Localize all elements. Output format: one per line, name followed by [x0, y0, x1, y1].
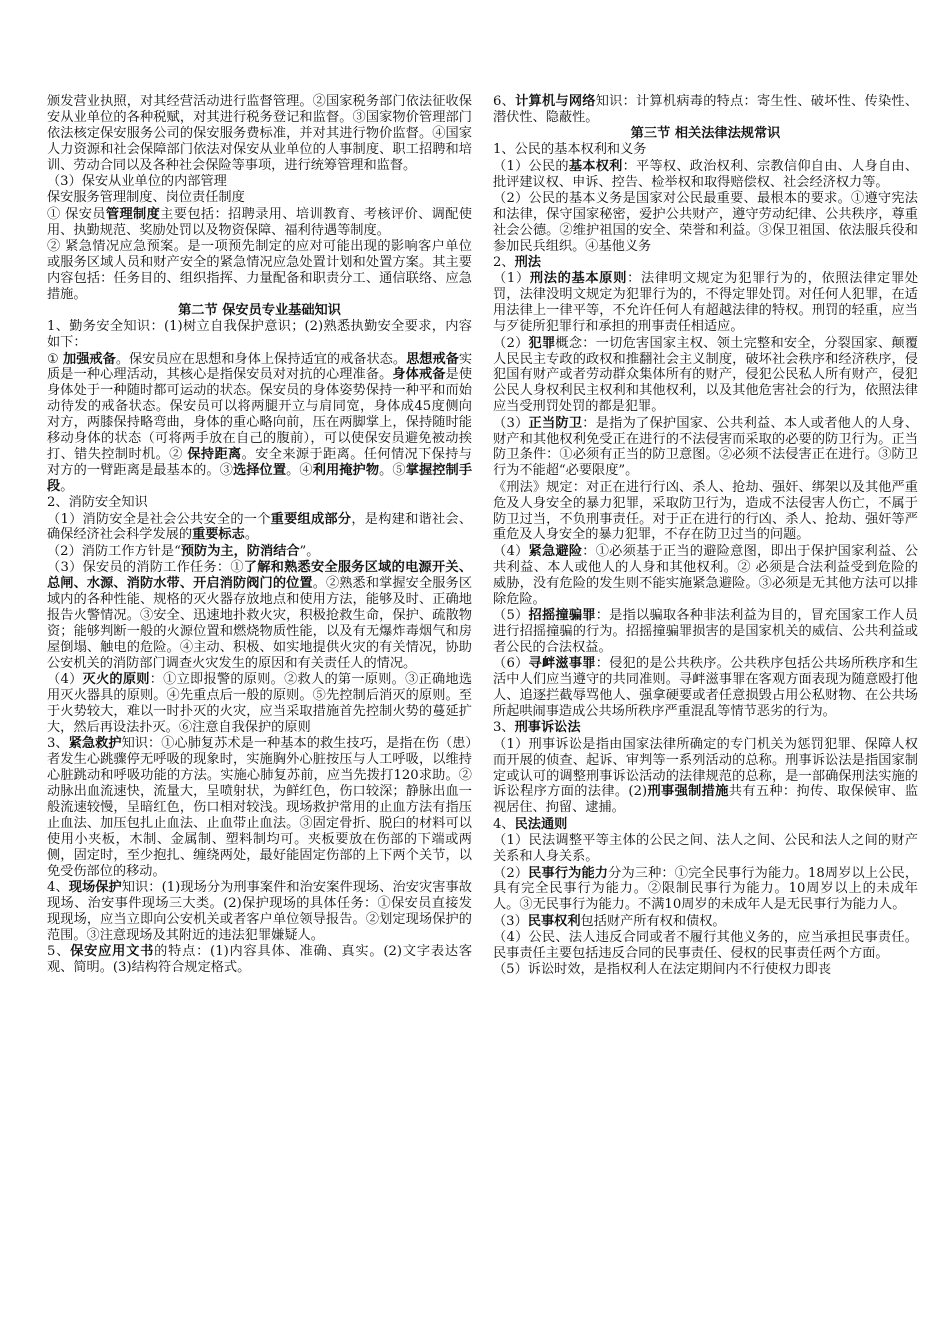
paragraph: [493, 833, 918, 865]
bold-term: 寻衅滋事罪: [528, 656, 596, 672]
text-run: 颁发营业执照，对其经营活动进行监督管理。②国家税务部门依法征收保安从业单位的各种税赋，对其进行税务登记和监督。③国家物价管理部门依法核定保安服务公司的保安服务费标准，并对其进行物价监督。④国家人力资源和社会保障部门依法对保安从业单位的人事制度、职工招聘和培训、劳动合同以及各种社会保险等事项，进行统筹管理和监督。: [47, 94, 472, 173]
bold-term: 管理制度: [105, 206, 161, 222]
paragraph: [47, 94, 472, 174]
paragraph: [493, 255, 918, 271]
text-run: （6）: [493, 656, 529, 672]
text-run: （2）消防工作方针是“: [47, 543, 181, 559]
bold-term: 计算机与网络: [515, 94, 596, 109]
text-run: ：①立即报警的原则。②救人的第一原则。③正确地选用灭火器具的原则。④先重点后一般的原则。⑤先控制后消灭的原则。至于火势较大，难以一时扑灭的火灾，应当采取措施首先控制火势的蔓延扩大，然后再设法扑灭。⑥注意自我保护的原则: [47, 672, 473, 735]
bold-term: 了解和熟悉安全服务区域的电源开关、总闸、水源、消防水带、开启消防阀门的位置: [47, 560, 473, 592]
bold-term: 选择位置: [232, 462, 287, 478]
text-run: 1、勤务安全知识：(1)树立自我保护意识；(2)熟悉执勤安全要求，内容如下：: [47, 319, 472, 351]
section-heading: [47, 303, 472, 319]
bold-term: 紧急避险: [528, 543, 583, 559]
text-run: ：法律明文规定为犯罪行为的，依照法律定罪处罚，法律没明文规定为犯罪行为的，不得定罪处罚。对任何人犯罪，在适用法律上一律平等，不允许任何人有超越法律的特权。刑罚的轻重，应当与歹徒所犯罪行和承担的刑事责任相适应。: [493, 271, 919, 335]
bold-term: 民事行为能力: [528, 865, 609, 881]
text-run: 概念：一切危害国家主权、领土完整和安全，分裂国家、颠覆人民民主专政的政权和推翻社会主义制度，破坏社会秩序和经济秩序，侵犯国有财产或者劳动群众集体所有的财产，侵犯公民私人所有财产，侵犯公民人身权利民主权利和其他权利，以及其他危害社会的行为，依照法律应当受刑罚处罚的都是犯罪。: [493, 335, 919, 415]
paragraph: [493, 720, 918, 736]
paragraph: [47, 512, 472, 544]
text-run: 包括财产所有权和债权。: [580, 913, 726, 929]
text-run: （4）公民、法人违反合同或者不履行其他义务的，应当承担民事责任。民事责任主要包括违反合同的民事责任、侵权的民事责任两个方面。: [493, 930, 918, 962]
paragraph: [47, 672, 472, 736]
paragraph: [493, 930, 918, 962]
paragraph: [493, 656, 918, 720]
paragraph: [493, 271, 918, 335]
text-run: 保安服务管理制度、岗位责任制度: [47, 190, 245, 206]
paragraph: [47, 544, 472, 560]
text-run: 知识：①心肺复苏术是一种基本的救生技巧，是指在伤（患）者发生心跳骤停无呼吸的现象时，实施胸外心脏按压与人工呼吸，以维持心脏跳动和呼吸功能的方法。实施心肺复苏前，应当先拨打120求助。②动脉出血流速快，流量大，呈喷射状，为鲜红色，伤口较深；静脉出血一般流速较慢，呈暗红色，伤口相对较浅。现场救护常用的止血方法有指压止血法、加压包扎止血法、止血带止血法。③固定骨折、脱臼的材料可以使用小夹板，木制、金属制、塑料制均可。夹板要放在伤部的下端或两侧，固定时，至少抱扎、缠绕两处，最好能固定伤部的上下两个关节，以免受伤部位的移动。: [47, 736, 473, 879]
text-run: 《刑法》规定：对正在进行行凶、杀人、抢劫、强奸、绑架以及其他严重危及人身安全的暴力犯罪，采取防卫行为，造成不法侵害人伤亡，不属于防卫过当，不负刑事责任。对于正在进行的行凶、杀人、抢劫、强奸等严重危及人身安全的暴力犯罪，不存在防卫过当的问题。: [493, 479, 918, 543]
bold-term: 灭火的原则: [82, 672, 150, 688]
text-run: （5）: [493, 608, 529, 623]
paragraph: [47, 207, 472, 239]
paragraph: [47, 352, 472, 495]
paragraph: [47, 239, 472, 303]
bold-term: 掌握控制手段: [47, 462, 473, 494]
left-column: [47, 94, 472, 976]
text-run: 4、: [493, 816, 515, 832]
text-run: 的特点：(1)内容具体、准确、真实。(2)文字表达客观、简明。(3)结构符合规定格式。: [47, 944, 473, 975]
bold-term: 刑法的基本原则: [529, 271, 628, 287]
text-run: （3）: [493, 913, 528, 929]
paragraph: [47, 736, 472, 879]
text-run: 3、: [493, 720, 515, 736]
paragraph: [493, 962, 918, 978]
paragraph: [493, 336, 918, 416]
bold-term: 身体戒备: [392, 367, 446, 383]
paragraph: [47, 560, 472, 671]
text-run: （3）保安从业单位的内部管理: [47, 174, 227, 190]
text-run: 共有五种：拘传、取保候审、监视居住、拘留、逮捕。: [493, 784, 919, 816]
bold-term: 民法通则: [514, 816, 568, 832]
paragraph: [493, 416, 918, 480]
bold-term: 刑事诉讼法: [514, 720, 581, 736]
bold-term: 民事权利: [527, 913, 581, 929]
text-run: ”。: [299, 543, 320, 559]
bold-term: 正当防卫: [528, 415, 583, 431]
text-run: （2）: [493, 335, 529, 351]
text-run: 分为三种：①完全民事行为能力。18周岁以上公民，具有完全民事行为能力。②限制民事行为能力。10周岁以上的未成年人。③无民事行为能力。不满10周岁的未成年人是无民事行为能力人。: [493, 865, 919, 913]
bold-term: 基本权利: [568, 158, 623, 174]
text-run: 。⑤: [379, 462, 406, 478]
text-run: 。④: [286, 462, 313, 478]
text-run: 主要包括：招聘录用、培训教育、考核评价、调配使用、执勤规范、奖励处罚以及物资保障、福利待遇等制度。: [47, 206, 472, 238]
text-run: 2、消防安全知识: [47, 495, 148, 511]
text-run: 2、: [493, 255, 515, 271]
paragraph: [493, 159, 918, 191]
bold-term: 保持距离: [187, 446, 242, 462]
text-run: （4）: [47, 672, 83, 688]
text-run: （3）: [493, 415, 529, 431]
text-run: 。②熟悉和掌握安全服务区域内的各种性能、规格的灭火器存放地点和使用方法，能够及时、正确地报告火警情况。③安全、迅速地扑救火灾，积极抢救生命，保护、疏散物资；能够判断一般的火源位置和燃烧物质性能，以及有无爆炸毒烟气和房屋倒塌、触电的危险。④主动、积极、如实地提供火灾的有关情况，协助公安机关的消防部门调查火灾发生的原因和有关责任人的情况。: [47, 576, 473, 671]
text-run: ：是指为了保护国家、公共利益、本人或者他人的人身、财产和其他权利免受正在进行的不法侵害而采取的必要的防卫行为。正当防卫条件：①必须有正当的防卫意图。②必须不法侵害正在进行。③防卫行为不能超“必要限度”。: [493, 415, 919, 479]
paragraph: [493, 817, 918, 833]
text-run: ：是指以骗取各种非法利益为目的，冒充国家工作人员进行招摇撞骗的行为。招摇撞骗罪损害的是国家机关的威信、公共利益或者公民的合法权益。: [493, 608, 919, 655]
text-run: （1）刑事诉讼是指由国家法律所确定的专门机关为惩罚犯罪、保障人权而开展的侦查、起诉、审判等一系列活动的总称。刑事诉讼法是指国家制定或认可的调整刑事诉讼活动的法律规范的总称，是一部确保刑法实施的诉讼程序方面的法律。(2): [493, 736, 918, 800]
paragraph: [493, 480, 918, 544]
paragraph: [47, 944, 472, 976]
bold-term: 犯罪: [528, 335, 556, 351]
text-run: 5、: [47, 944, 71, 960]
bold-term: 重要标志: [192, 527, 245, 543]
bold-term: 重要组成部分: [270, 511, 352, 527]
bold-term: 加强戒备: [63, 351, 116, 367]
paragraph: [493, 866, 918, 914]
text-run: （1）民法调整平等主体的公民之间、法人之间、公民和法人之间的财产关系和人身关系。: [493, 833, 918, 865]
text-run: （3）保安员的消防工作任务：①: [47, 560, 244, 576]
text-run: ② 紧急情况应急预案。是一项预先制定的应对可能出现的影响客户单位或服务区域人员和财产安全的紧急情况应急处置计划和处置方案。其主要内容包括：任务目的、组织指挥、力量配备和职责分工、通信联络、应急措施。: [47, 239, 472, 302]
paragraph: [47, 174, 472, 190]
text-run: ：①必须基于正当的避险意图，即出于保护国家利益、公共利益、本人或他人的人身和其他权利。② 必须是合法利益受到危险的威胁，没有危险的发生则不能实施紧急避险。③必须是无其他方法可以排除危险。: [493, 543, 919, 607]
text-run: 。安全来源于距离。任何情况下保持与对方的一臂距离是最基本的。③: [47, 446, 472, 478]
text-run: （1）消防安全是社会公共安全的一个: [47, 511, 271, 527]
text-run: 4、: [47, 879, 69, 895]
paragraph: [493, 544, 918, 608]
paragraph: [493, 94, 918, 126]
text-run: （1）公民的: [493, 158, 569, 174]
bold-term: 思想戒备: [406, 351, 459, 367]
text-run: 知识：计算机病毒的特点：寄生性、破坏性、传染性、潜伏性、隐蔽性。: [493, 94, 919, 125]
paragraph: [493, 914, 918, 930]
text-run: ：平等权、政治权利、宗教信仰自由、人身自由、批评建议权、申诉、控告、检举权和取得赔偿权、社会经济权力等。: [493, 158, 919, 190]
text-run: 第三节 相关法律法规常识: [630, 126, 781, 142]
text-run: （5）诉讼时效，是指权利人在法定期间内不行使权力即丧: [493, 962, 832, 978]
paragraph: [493, 142, 918, 158]
bold-term: 刑法: [514, 255, 541, 271]
paragraph: [493, 608, 918, 656]
text-run: 是使身体处于一种随时都可运动的状态。保安员的身体姿势保持一种平和而始动待发的戒备状态。保安员可以将两腿开立与肩同宽，身体成45度侧向对方，两膝保持略弯曲，身体的重心略向前，压在两脚掌上，保持随时能移动身体的状态（可将两手放在自己的腹前），可以使保安员避免被动挨打、错失控制时机。②: [47, 367, 473, 462]
bold-term: 保安应用文书: [70, 944, 155, 960]
bold-term: 紧急救护: [68, 736, 122, 752]
text-run: 实质是一种心理活动，其核心是指保安员对对抗的心理准备。: [47, 351, 473, 383]
text-run: 。: [244, 527, 258, 543]
text-run: （1）: [493, 271, 530, 287]
text-run: （2）公民的基本义务是国家对公民最重要、最根本的要求。①遵守宪法和法律，保守国家秘密，爱护公共财产，遵守劳动纪律、公共秩序，尊重社会公德。②维护祖国的安全、荣誉和利益。③保卫祖国、依法服兵役和参加民兵组织。④基他义务: [493, 190, 918, 254]
text-run: 。保安员应在思想和身体上保持适宜的戒备状态。: [115, 351, 407, 367]
text-run: ① 保安员: [47, 206, 106, 222]
text-run: （2）: [493, 865, 529, 881]
bold-term: 现场保护: [68, 879, 122, 895]
paragraph: [47, 880, 472, 944]
paragraph: [47, 190, 472, 206]
bold-term: 预防为主，防消结合: [180, 543, 300, 559]
text-run: ：侵犯的是公共秩序。公共秩序包括公共场所秩序和生活中人们应当遵守的共同准则。寻衅滋事罪在客观方面表现为随意殴打他人、追逐拦截辱骂他人、强拿硬要或者任意损毁占用公私财物、在公共场所起哄闹事造成公共场所秩序严重混乱等情节恶劣的行为。: [493, 656, 919, 719]
text-run: 6、: [493, 94, 516, 109]
paragraph: [493, 737, 918, 817]
text-run: 知识：(1)现场分为刑事案件和治安案件现场、治安灾害事故现场、治安事件现场三大类。(2)保护现场的具体任务：①保安员直接发现现场，应当立即向公安机关或者客户单位领导报告。②划定现场保护的范围。③注意现场及其附近的违法犯罪嫌疑人。: [47, 879, 472, 943]
text-run: 。: [60, 478, 74, 494]
text-run: ，是构建和谐社会、确保经济社会科学发展的: [47, 511, 473, 543]
bold-term: 刑事强制措施: [647, 784, 729, 800]
text-run: 1、公民的基本权利和义务: [493, 142, 647, 158]
paragraph: [493, 191, 918, 255]
paragraph: [47, 319, 472, 351]
section-heading: [493, 126, 918, 142]
bold-term: 利用掩护物: [312, 462, 380, 478]
right-column: [493, 94, 918, 979]
text-run: 3、: [47, 736, 69, 752]
text-run: 第二节 保安员专业基础知识: [178, 303, 341, 319]
text-run: ①: [47, 351, 64, 367]
text-run: （4）: [493, 543, 529, 559]
bold-term: 招摇撞骗罪: [528, 608, 596, 623]
paragraph: [47, 495, 472, 511]
